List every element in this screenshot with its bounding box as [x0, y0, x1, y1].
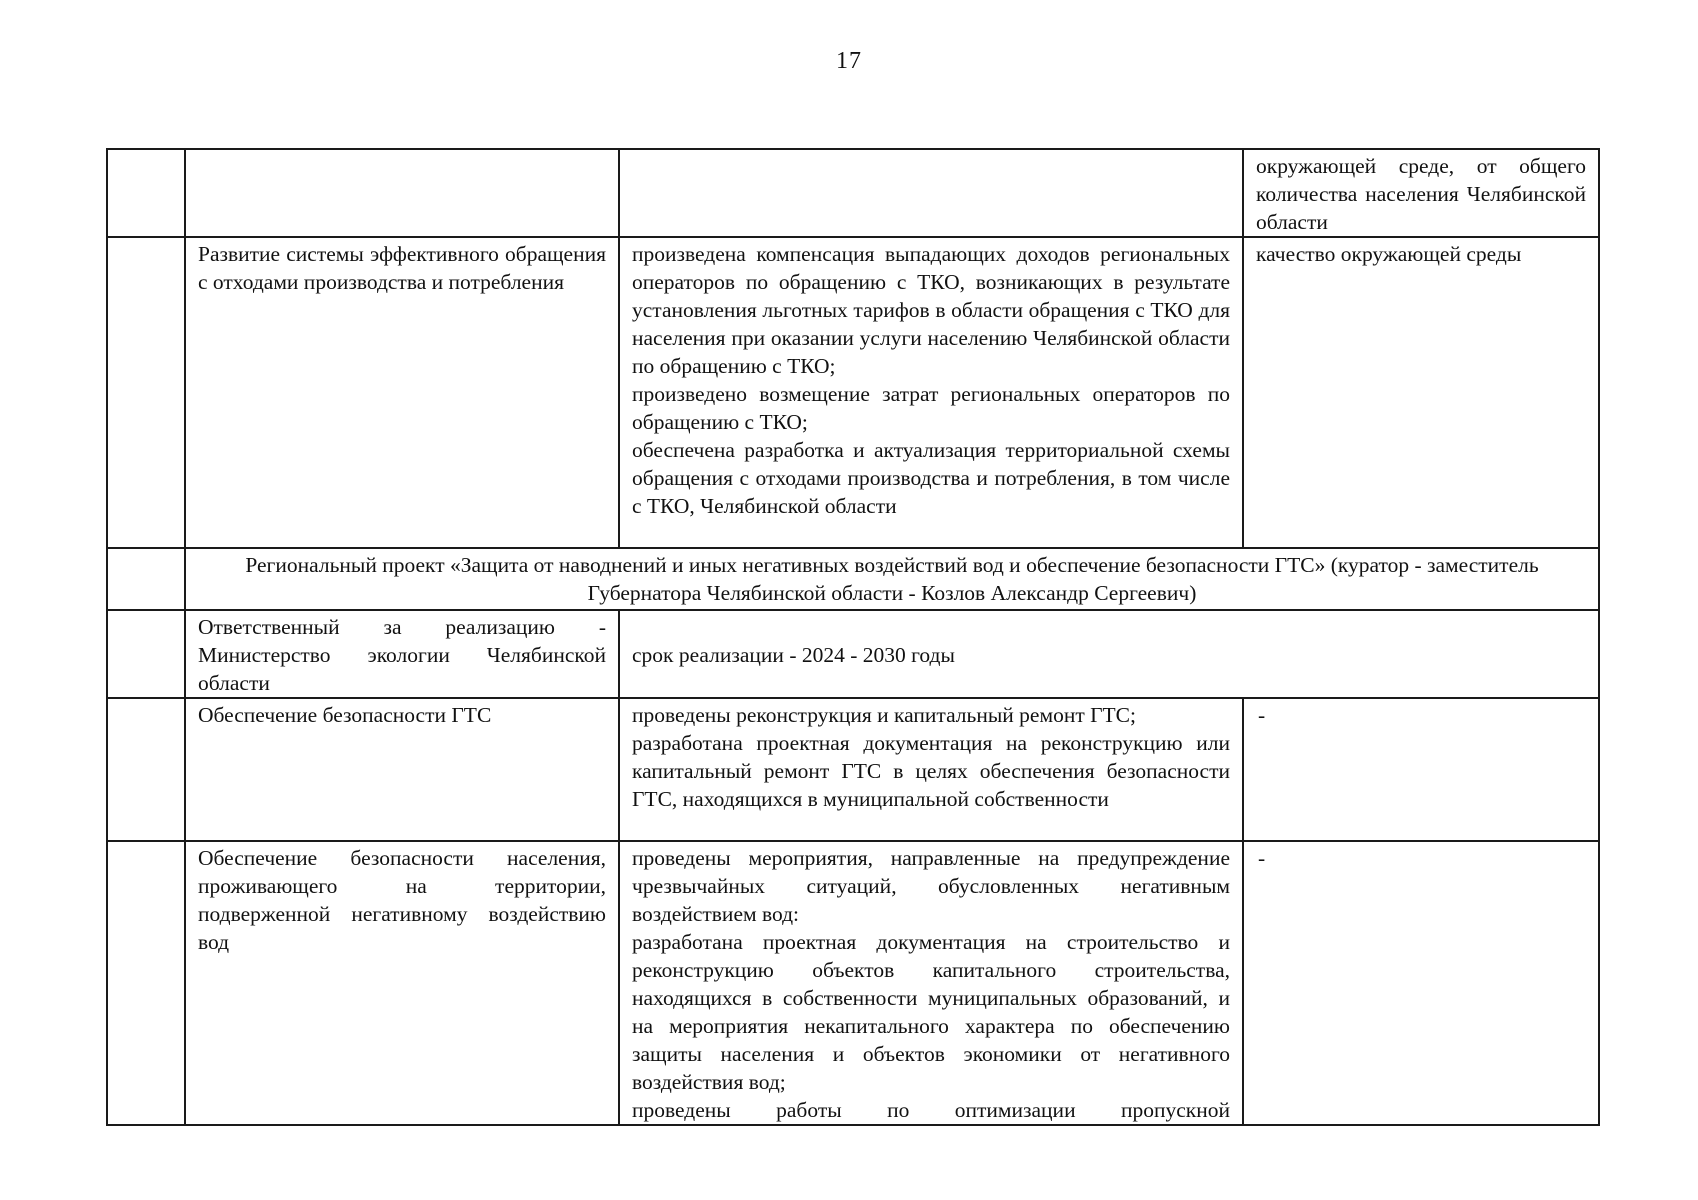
result-cell — [619, 149, 1243, 237]
document-table — [106, 148, 1600, 1126]
table-row-project-header — [107, 548, 1599, 610]
table-row-responsible — [107, 610, 1599, 698]
row-number-cell — [107, 841, 185, 1125]
indicator-cell: - — [1243, 698, 1599, 841]
task-cell — [185, 149, 619, 237]
row-number-cell — [107, 149, 185, 237]
result-cell — [619, 237, 1243, 548]
table-row-water — [107, 841, 1599, 1125]
result-cell — [619, 841, 1243, 1125]
row-number-cell — [107, 610, 185, 698]
table-row-gts — [107, 698, 1599, 841]
row-number-cell — [107, 237, 185, 548]
task-cell: Обеспечение безопасности ГТС — [185, 698, 619, 841]
result-item: проведены мероприятия, направленные на предупреждение чрезвычайных ситуаций, обусловленных негативным воздействием вод: — [632, 846, 1230, 926]
result-item: проведены работы по оптимизации пропускной — [632, 1098, 1230, 1122]
task-cell: Обеспечение безопасности населения, проживающего на территории, подверженной негативному воздействию вод — [185, 841, 619, 1125]
table-row-continuation — [107, 149, 1599, 237]
result-item: разработана проектная документация на реконструкцию или капитальный ремонт ГТС в целях обеспечения безопасности ГТС, находящихся в муниципальной собственности — [632, 731, 1230, 811]
indicator-cell: качество окружающей среды — [1243, 237, 1599, 548]
result-item: проведены реконструкция и капитальный ремонт ГТС; — [632, 703, 1136, 727]
table-row-tko — [107, 237, 1599, 548]
row-number-cell — [107, 548, 185, 610]
responsible-cell: Ответственный за реализацию - Министерство экологии Челябинской области — [185, 610, 619, 698]
result-item: обеспечена разработка и актуализация территориальной схемы обращения с отходами производства и потребления, в том числе с ТКО, Челябинской области — [632, 438, 1230, 518]
result-item: произведено возмещение затрат региональных операторов по обращению с ТКО; — [632, 382, 1230, 434]
task-cell: Развитие системы эффективного обращения с отходами производства и потребления — [185, 237, 619, 548]
result-item: разработана проектная документация на строительство и реконструкцию объектов капитального строительства, находящихся в собственности муниципальных образований, и на мероприятия некапитального характера по обеспечению защиты населения и объектов экономики от негативного воздействия вод; — [632, 930, 1230, 1094]
result-item: произведена компенсация выпадающих доходов региональных операторов по обращению с ТКО, возникающих в результате установления льготных тарифов в области обращения с ТКО для населения при оказании услуги населению Челябинской области по обращению с ТКО; — [632, 242, 1230, 378]
project-header-cell: Региональный проект «Защита от наводнений и иных негативных воздействий вод и обеспечение безопасности ГТС» (куратор - заместитель Губернатора Челябинской области - Козлов Александр Сергеевич) — [185, 548, 1599, 610]
indicator-cell: окружающей среде, от общего количества населения Челябинской области — [1243, 149, 1599, 237]
page-number: 17 — [836, 48, 862, 74]
indicator-cell: - — [1243, 841, 1599, 1125]
term-cell: срок реализации - 2024 - 2030 годы — [619, 610, 1599, 698]
row-number-cell — [107, 698, 185, 841]
result-cell — [619, 698, 1243, 841]
